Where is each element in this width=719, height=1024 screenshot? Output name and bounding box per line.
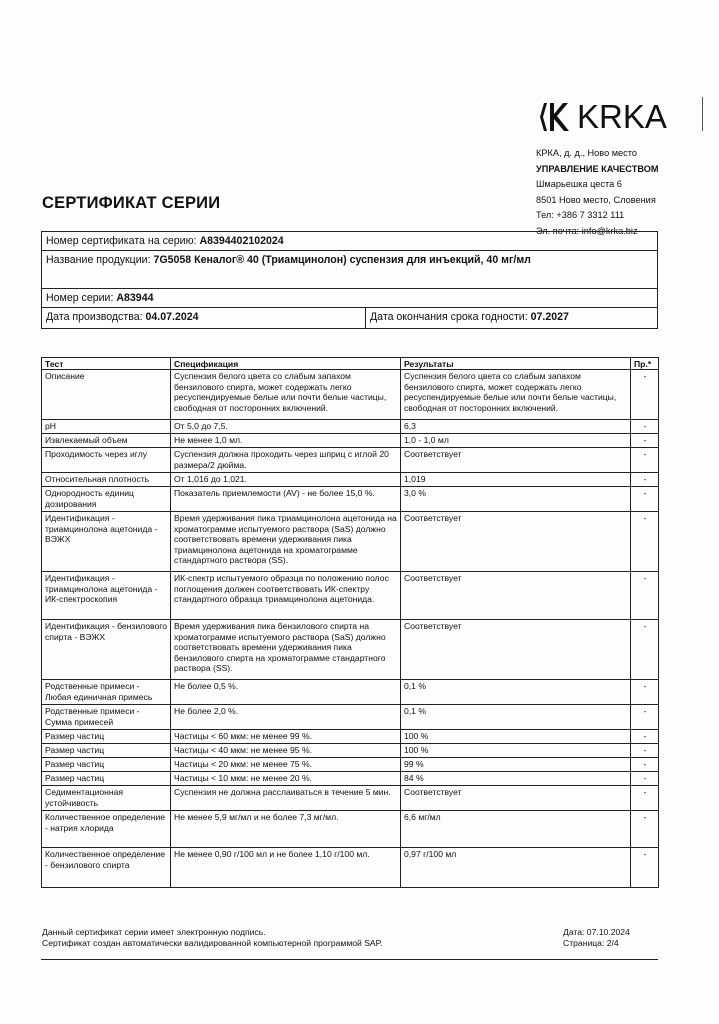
test-cell: Размер частиц bbox=[42, 730, 171, 744]
test-cell: Размер частиц bbox=[42, 758, 171, 772]
certificate-number-value: A8394402102024 bbox=[199, 235, 284, 247]
test-cell: Размер частиц bbox=[42, 772, 171, 786]
table-row bbox=[42, 512, 659, 572]
table-row bbox=[42, 811, 659, 848]
product-name-value: 7G5058 Кеналог® 40 (Триамцинолон) суспензия для инъекций, 40 мг/мл bbox=[153, 254, 531, 266]
result-cell: 0,1 % bbox=[401, 680, 631, 705]
table-row bbox=[42, 448, 659, 473]
spec-cell: Суспензия должна проходить через шприц с иглой 20 размера/2 дюйма. bbox=[171, 448, 401, 473]
company-name: КРКА, д. д., Ново место bbox=[536, 148, 637, 158]
result-cell: Соответствует bbox=[401, 448, 631, 473]
footer-divider bbox=[41, 959, 658, 960]
footer-notes bbox=[42, 927, 383, 950]
expiry-date-value: 07.2027 bbox=[530, 311, 569, 323]
certificate-number-label: Номер сертификата на серию: bbox=[46, 235, 197, 247]
result-cell: 100 % bbox=[401, 730, 631, 744]
result-cell: 100 % bbox=[401, 744, 631, 758]
test-cell: Размер частиц bbox=[42, 744, 171, 758]
test-cell: Родственные примеси - Любая единичная примесь bbox=[42, 680, 171, 705]
footer-date: Дата: 07.10.2024 bbox=[563, 927, 630, 937]
company-address bbox=[536, 146, 659, 240]
result-cell: 1,0 - 1,0 мл bbox=[401, 434, 631, 448]
certificate-number-row bbox=[42, 232, 657, 251]
test-cell: pH bbox=[42, 420, 171, 434]
table-row bbox=[42, 772, 659, 786]
table-row bbox=[42, 786, 659, 811]
spec-cell: Частицы < 10 мкм: не менее 20 %. bbox=[171, 772, 401, 786]
expiry-date-cell bbox=[366, 308, 573, 328]
result-cell: 3,0 % bbox=[401, 487, 631, 512]
header-results: Результаты bbox=[401, 358, 631, 370]
spec-cell: Частицы < 20 мкм: не менее 75 %. bbox=[171, 758, 401, 772]
krka-logo bbox=[537, 98, 667, 136]
pr-cell: - bbox=[631, 473, 659, 487]
header-pr: Пр.* bbox=[631, 358, 659, 370]
product-name-label: Название продукции: bbox=[46, 254, 151, 266]
test-cell: Идентификация - бензилового спирта - ВЭЖХ bbox=[42, 620, 171, 680]
pr-cell: - bbox=[631, 744, 659, 758]
table-row bbox=[42, 744, 659, 758]
spec-cell: Время удерживания пика бензилового спирта на хроматограмме испытуемого раствора (SaS) должно соответствовать времени удерживания пика бензилового спирта на хроматограмме стандартного раствора (SS). bbox=[171, 620, 401, 680]
test-cell: Количественное определение - натрия хлорида bbox=[42, 811, 171, 848]
test-cell: Количественное определение - бензилового спирта bbox=[42, 848, 171, 888]
result-cell: 0,97 г/100 мл bbox=[401, 848, 631, 888]
certificate-info-box bbox=[41, 231, 658, 329]
header-test: Тест bbox=[42, 358, 171, 370]
pr-cell: - bbox=[631, 434, 659, 448]
pr-cell: - bbox=[631, 420, 659, 434]
test-cell: Идентификация - триамцинолона ацетонида - ВЭЖХ bbox=[42, 512, 171, 572]
result-cell: Соответствует bbox=[401, 512, 631, 572]
pr-cell: - bbox=[631, 848, 659, 888]
batch-number-value: A83944 bbox=[116, 292, 154, 304]
production-date-cell bbox=[42, 308, 366, 328]
table-row bbox=[42, 572, 659, 620]
result-cell: Соответствует bbox=[401, 786, 631, 811]
batch-number-row bbox=[42, 289, 657, 308]
test-cell: Извлекаемый объем bbox=[42, 434, 171, 448]
footer-signature-note: Данный сертификат серии имеет электронную подпись. bbox=[42, 927, 266, 937]
spec-cell: От 1,016 до 1,021. bbox=[171, 473, 401, 487]
footer-sap-note: Сертификат создан автоматически валидированной компьютерной программой SAP. bbox=[42, 938, 383, 949]
test-cell: Однородность единиц дозирования bbox=[42, 487, 171, 512]
test-cell: Идентификация - триамцинолона ацетонида - ИК-спектроскопия bbox=[42, 572, 171, 620]
table-row bbox=[42, 758, 659, 772]
spec-cell: Не менее 5,9 мг/мл и не более 7,3 мг/мл. bbox=[171, 811, 401, 848]
table-row bbox=[42, 473, 659, 487]
dates-row bbox=[42, 308, 657, 328]
result-cell: 84 % bbox=[401, 772, 631, 786]
pr-cell: - bbox=[631, 680, 659, 705]
production-date-label: Дата производства: bbox=[46, 311, 143, 323]
pr-cell: - bbox=[631, 758, 659, 772]
spec-cell: Не более 0,5 %. bbox=[171, 680, 401, 705]
pr-cell: - bbox=[631, 772, 659, 786]
company-street: Шмарьешка цеста 6 bbox=[536, 179, 622, 190]
spec-cell: Не менее 0,90 г/100 мл и не более 1,10 г/100 мл. bbox=[171, 848, 401, 888]
batch-number-label: Номер серии: bbox=[46, 292, 114, 304]
table-row bbox=[42, 620, 659, 680]
result-cell: Соответствует bbox=[401, 620, 631, 680]
spec-cell: Время удерживания пика триамцинолона ацетонида на хроматограмме испытуемого раствора (SaS) должно соответствовать времени удерживания пика триамцинолона ацетонида на хроматограмме стандартного раствора (SS). bbox=[171, 512, 401, 572]
spec-cell: Суспензия не должна расслаиваться в течение 5 мин. bbox=[171, 786, 401, 811]
production-date-value: 04.07.2024 bbox=[145, 311, 199, 323]
company-phone: Тел: +386 7 3312 111 bbox=[536, 210, 625, 221]
result-cell: 6,3 bbox=[401, 420, 631, 434]
result-cell: Суспензия белого цвета со слабым запахом бензилового спирта, может содержать легко ресуспендируемые белые или почти белые частицы, свободная от посторонних включений. bbox=[401, 370, 631, 420]
table-row bbox=[42, 370, 659, 420]
table-row bbox=[42, 730, 659, 744]
expiry-date-label: Дата окончания срока годности: bbox=[370, 311, 528, 323]
table-row bbox=[42, 487, 659, 512]
table-row bbox=[42, 420, 659, 434]
test-cell: Проходимость через иглу bbox=[42, 448, 171, 473]
pr-cell: - bbox=[631, 705, 659, 730]
table-row bbox=[42, 434, 659, 448]
result-cell: 99 % bbox=[401, 758, 631, 772]
pr-cell: - bbox=[631, 512, 659, 572]
spec-cell: Показатель приемлемости (AV) - не более 15,0 %. bbox=[171, 487, 401, 512]
pr-cell: - bbox=[631, 786, 659, 811]
test-cell: Седиментационная устойчивость bbox=[42, 786, 171, 811]
result-cell: Соответствует bbox=[401, 572, 631, 620]
pr-cell: - bbox=[631, 487, 659, 512]
pr-cell: - bbox=[631, 811, 659, 848]
footer-page: Страница: 2/4 bbox=[563, 938, 619, 949]
result-cell: 1,019 bbox=[401, 473, 631, 487]
company-email: Эл. почта: info@krka.biz bbox=[536, 225, 638, 236]
footer-meta bbox=[563, 927, 630, 950]
spec-cell: ИК-спектр испытуемого образца по положению полос поглощения должен соответствовать ИК-спектру стандартного образца триамцинолона ацетонида. bbox=[171, 572, 401, 620]
logo-wordmark: KRKA bbox=[577, 98, 667, 135]
scan-mark bbox=[702, 97, 703, 131]
result-cell: 6,6 мг/мл bbox=[401, 811, 631, 848]
table-header-row bbox=[42, 358, 659, 370]
header-specification: Спецификация bbox=[171, 358, 401, 370]
result-cell: 0,1 % bbox=[401, 705, 631, 730]
spec-cell: Не более 2,0 %. bbox=[171, 705, 401, 730]
pr-cell: - bbox=[631, 448, 659, 473]
test-results-table bbox=[41, 357, 659, 888]
pr-cell: - bbox=[631, 370, 659, 420]
product-name-row bbox=[42, 251, 657, 289]
test-cell: Относительная плотность bbox=[42, 473, 171, 487]
table-row bbox=[42, 705, 659, 730]
table-row bbox=[42, 848, 659, 888]
spec-cell: Частицы < 60 мкм: не менее 99 %. bbox=[171, 730, 401, 744]
test-cell: Описание bbox=[42, 370, 171, 420]
table-row bbox=[42, 680, 659, 705]
company-city: 8501 Ново место, Словения bbox=[536, 194, 656, 205]
test-cell: Родственные примеси - Сумма примесей bbox=[42, 705, 171, 730]
krka-logo-icon bbox=[537, 99, 573, 135]
spec-cell: От 5,0 до 7,5. bbox=[171, 420, 401, 434]
page-title: СЕРТИФИКАТ СЕРИИ bbox=[42, 194, 221, 212]
department-name: УПРАВЛЕНИЕ КАЧЕСТВОМ bbox=[536, 163, 659, 174]
spec-cell: Частицы < 40 мкм: не менее 95 %. bbox=[171, 744, 401, 758]
pr-cell: - bbox=[631, 572, 659, 620]
spec-cell: Не менее 1,0 мл. bbox=[171, 434, 401, 448]
spec-cell: Суспензия белого цвета со слабым запахом бензилового спирта, может содержать легко ресуспендируемые белые или почти белые частицы, свободная от посторонних включений. bbox=[171, 370, 401, 420]
pr-cell: - bbox=[631, 620, 659, 680]
pr-cell: - bbox=[631, 730, 659, 744]
